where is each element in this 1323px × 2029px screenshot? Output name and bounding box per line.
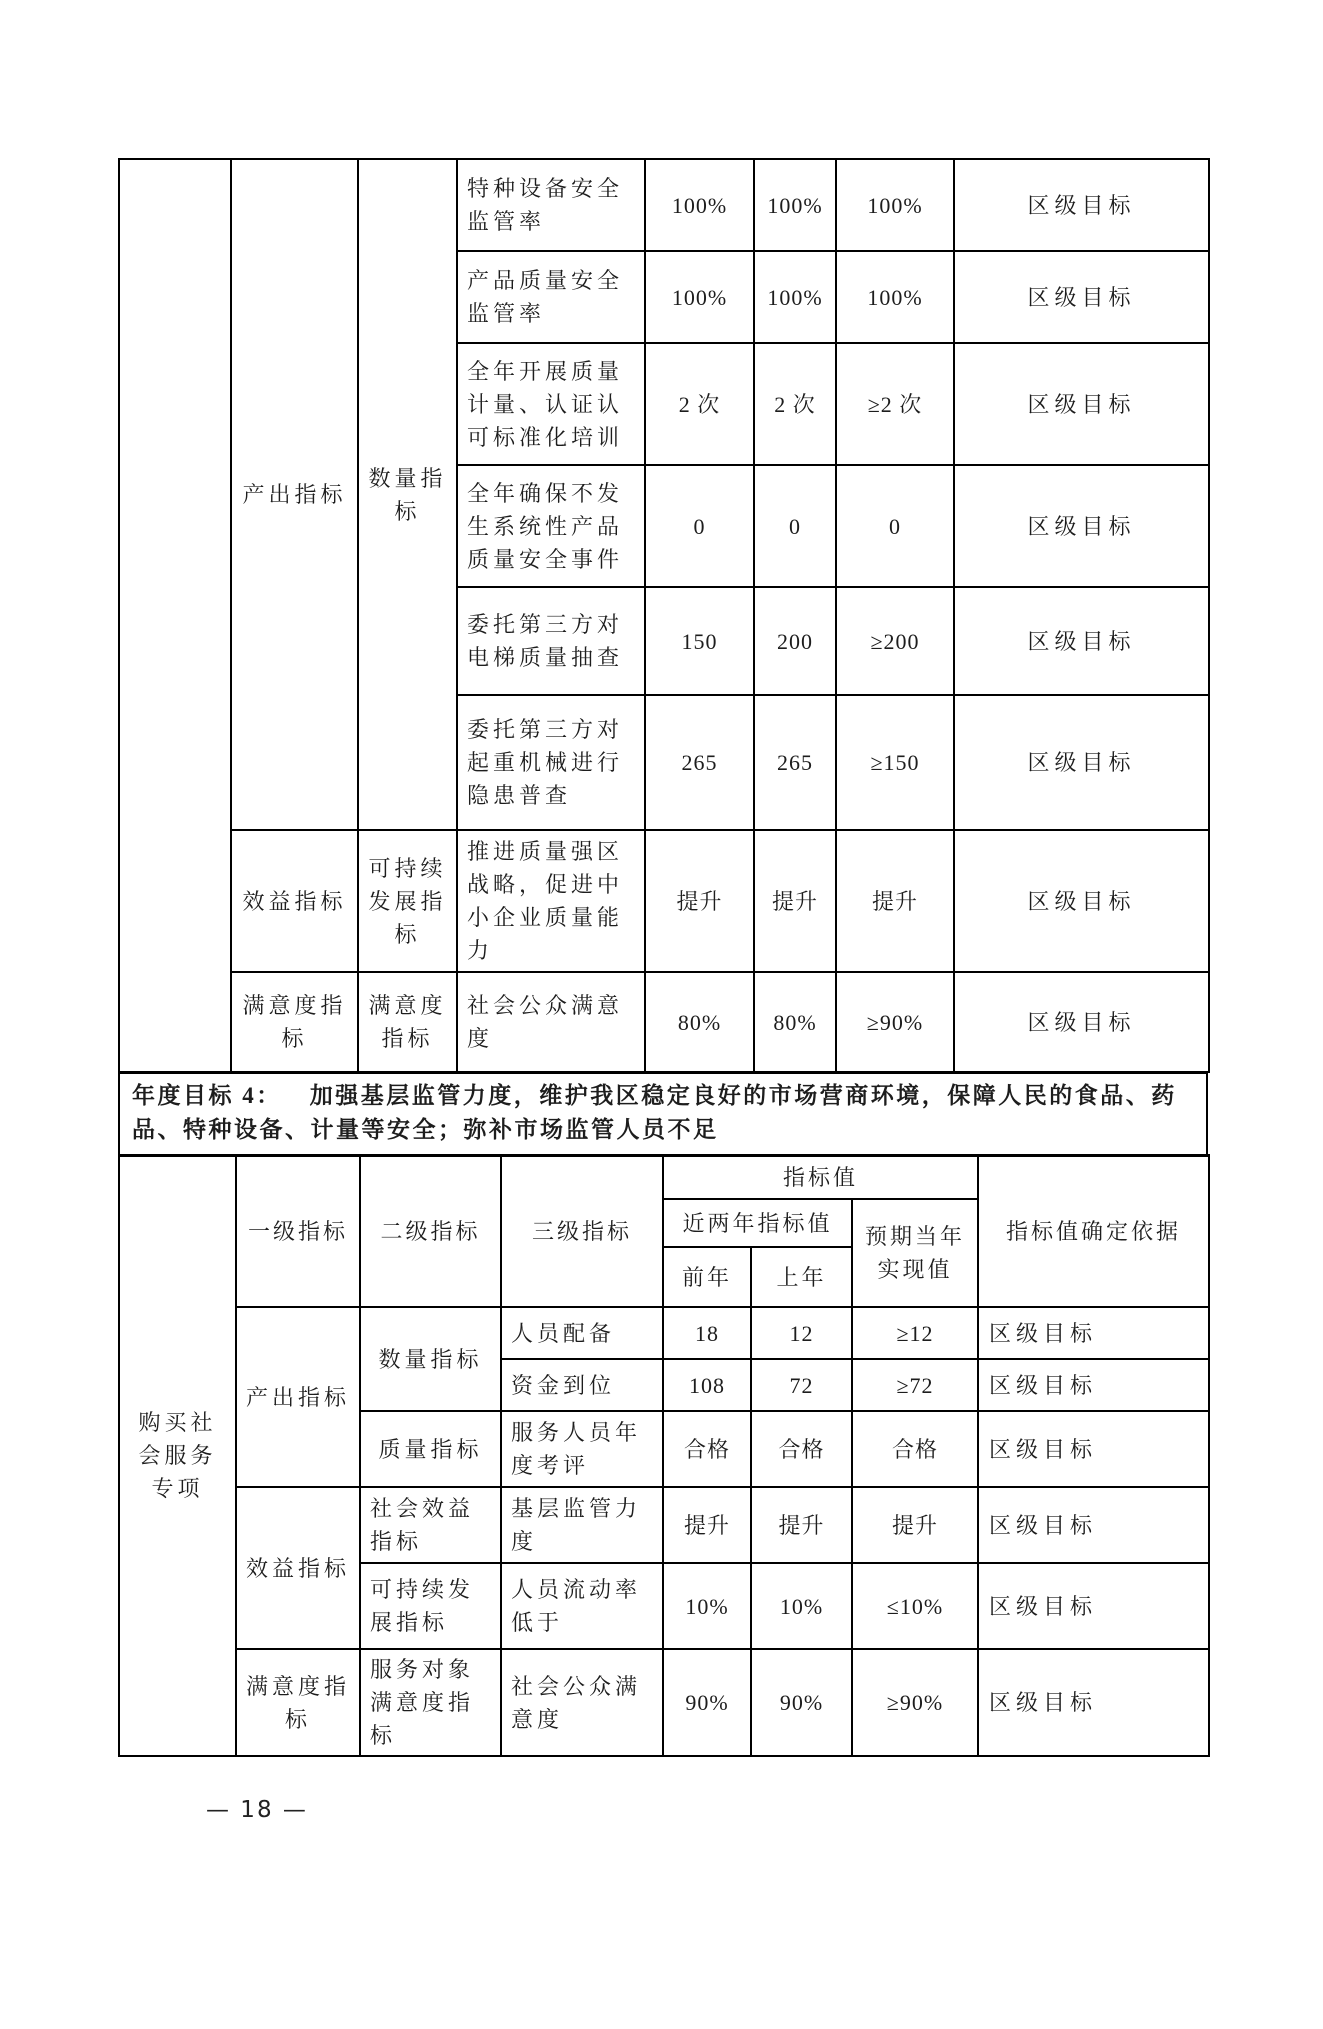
level2-cell: 满意度指标 — [358, 972, 457, 1072]
prior-year-value: 提升 — [663, 1487, 751, 1563]
level1-cell: 满意度指标 — [231, 972, 358, 1072]
level2-cell: 数量指标 — [360, 1307, 501, 1411]
expected-value: 0 — [836, 465, 954, 587]
expected-value: 提升 — [836, 830, 954, 972]
basis-cell: 区级目标 — [954, 343, 1209, 465]
last-year-value: 10% — [751, 1563, 852, 1649]
document-page — [118, 158, 1208, 1757]
header-level3: 三级指标 — [501, 1155, 663, 1307]
expected-value: 100% — [836, 159, 954, 251]
expected-value: ≤10% — [852, 1563, 978, 1649]
basis-cell: 区级目标 — [978, 1307, 1209, 1359]
expected-value: ≥2 次 — [836, 343, 954, 465]
purchase-service-table — [118, 1154, 1210, 1757]
expected-value: 100% — [836, 251, 954, 343]
prior-year-value: 265 — [645, 695, 754, 830]
last-year-value: 100% — [754, 159, 836, 251]
level1-cell: 产出指标 — [236, 1307, 360, 1487]
basis-cell: 区级目标 — [978, 1359, 1209, 1411]
indicator-name-cell: 人员流动率低于 — [501, 1563, 663, 1649]
level2-cell: 社会效益指标 — [360, 1487, 501, 1563]
prior-year-value: 提升 — [645, 830, 754, 972]
expected-value: 提升 — [852, 1487, 978, 1563]
basis-cell: 区级目标 — [954, 830, 1209, 972]
header-basis: 指标值确定依据 — [978, 1155, 1209, 1307]
level2-cell: 可持续发展指标 — [358, 830, 457, 972]
project-cell: 购买社会服务专项 — [119, 1155, 236, 1756]
level2-cell: 可持续发展指标 — [360, 1563, 501, 1649]
basis-cell: 区级目标 — [978, 1411, 1209, 1487]
header-expected: 预期当年实现值 — [852, 1199, 978, 1307]
page-number: — 18 — — [206, 1797, 308, 1823]
annual-goal-text: 加强基层监管力度，维护我区稳定良好的市场营商环境，保障人民的食品、药品、特种设备、计量等安全；弥补市场监管人员不足 — [132, 1083, 1177, 1142]
indicator-name-cell: 产品质量安全监管率 — [457, 251, 645, 343]
prior-year-value: 2 次 — [645, 343, 754, 465]
table-row — [119, 830, 1209, 972]
indicator-name-cell: 资金到位 — [501, 1359, 663, 1411]
indicator-name-cell: 社会公众满意度 — [457, 972, 645, 1072]
prior-year-value: 10% — [663, 1563, 751, 1649]
expected-value: ≥200 — [836, 587, 954, 695]
table-row — [119, 1649, 1209, 1756]
basis-cell: 区级目标 — [954, 159, 1209, 251]
indicator-name-cell: 特种设备安全监管率 — [457, 159, 645, 251]
expected-value: ≥90% — [836, 972, 954, 1072]
last-year-value: 提升 — [754, 830, 836, 972]
indicator-name-cell: 全年确保不发生系统性产品质量安全事件 — [457, 465, 645, 587]
prior-year-value: 100% — [645, 251, 754, 343]
last-year-value: 100% — [754, 251, 836, 343]
last-year-value: 2 次 — [754, 343, 836, 465]
indicator-name-cell: 推进质量强区战略，促进中小企业质量能力 — [457, 830, 645, 972]
basis-cell: 区级目标 — [954, 587, 1209, 695]
prior-year-value: 100% — [645, 159, 754, 251]
expected-value: ≥72 — [852, 1359, 978, 1411]
prior-year-value: 18 — [663, 1307, 751, 1359]
expected-value: 合格 — [852, 1411, 978, 1487]
prior-year-value: 80% — [645, 972, 754, 1072]
last-year-value: 12 — [751, 1307, 852, 1359]
indicator-name-cell: 人员配备 — [501, 1307, 663, 1359]
indicator-table-continued — [118, 158, 1210, 1073]
indicator-name-cell: 基层监管力度 — [501, 1487, 663, 1563]
indicator-name-cell: 委托第三方对电梯质量抽查 — [457, 587, 645, 695]
basis-cell: 区级目标 — [954, 251, 1209, 343]
level1-cell: 产出指标 — [231, 159, 358, 830]
expected-value: ≥150 — [836, 695, 954, 830]
table-row — [119, 1487, 1209, 1563]
annual-goal-label: 年度目标 4： — [132, 1083, 282, 1108]
basis-cell: 区级目标 — [954, 695, 1209, 830]
header-level2: 二级指标 — [360, 1155, 501, 1307]
last-year-value: 200 — [754, 587, 836, 695]
last-year-value: 80% — [754, 972, 836, 1072]
annual-goal-4-row — [118, 1071, 1208, 1157]
prior-year-value: 90% — [663, 1649, 751, 1756]
basis-cell: 区级目标 — [954, 972, 1209, 1072]
header-row — [119, 1155, 1209, 1199]
last-year-value: 72 — [751, 1359, 852, 1411]
prior-year-value: 合格 — [663, 1411, 751, 1487]
level2-cell: 质量指标 — [360, 1411, 501, 1487]
last-year-value: 提升 — [751, 1487, 852, 1563]
header-last-year: 上年 — [751, 1247, 852, 1307]
expected-value: ≥90% — [852, 1649, 978, 1756]
level2-cell: 数量指标 — [358, 159, 457, 830]
level1-cell: 效益指标 — [236, 1487, 360, 1649]
carryover-left-cell — [119, 159, 231, 1072]
indicator-name-cell: 全年开展质量计量、认证认可标准化培训 — [457, 343, 645, 465]
indicator-name-cell: 委托第三方对起重机械进行隐患普查 — [457, 695, 645, 830]
expected-value: ≥12 — [852, 1307, 978, 1359]
header-value-group: 指标值 — [663, 1155, 978, 1199]
level2-cell: 服务对象满意度指标 — [360, 1649, 501, 1756]
basis-cell: 区级目标 — [978, 1649, 1209, 1756]
header-recent-two-years: 近两年指标值 — [663, 1199, 852, 1247]
last-year-value: 265 — [754, 695, 836, 830]
table-row — [119, 972, 1209, 1072]
header-level1: 一级指标 — [236, 1155, 360, 1307]
indicator-name-cell: 社会公众满意度 — [501, 1649, 663, 1756]
last-year-value: 90% — [751, 1649, 852, 1756]
level1-cell: 满意度指标 — [236, 1649, 360, 1756]
last-year-value: 0 — [754, 465, 836, 587]
prior-year-value: 150 — [645, 587, 754, 695]
basis-cell: 区级目标 — [978, 1563, 1209, 1649]
level1-cell: 效益指标 — [231, 830, 358, 972]
last-year-value: 合格 — [751, 1411, 852, 1487]
basis-cell: 区级目标 — [954, 465, 1209, 587]
table-row — [119, 159, 1209, 251]
header-prior-year: 前年 — [663, 1247, 751, 1307]
basis-cell: 区级目标 — [978, 1487, 1209, 1563]
indicator-name-cell: 服务人员年度考评 — [501, 1411, 663, 1487]
prior-year-value: 0 — [645, 465, 754, 587]
prior-year-value: 108 — [663, 1359, 751, 1411]
table-row — [119, 1307, 1209, 1359]
